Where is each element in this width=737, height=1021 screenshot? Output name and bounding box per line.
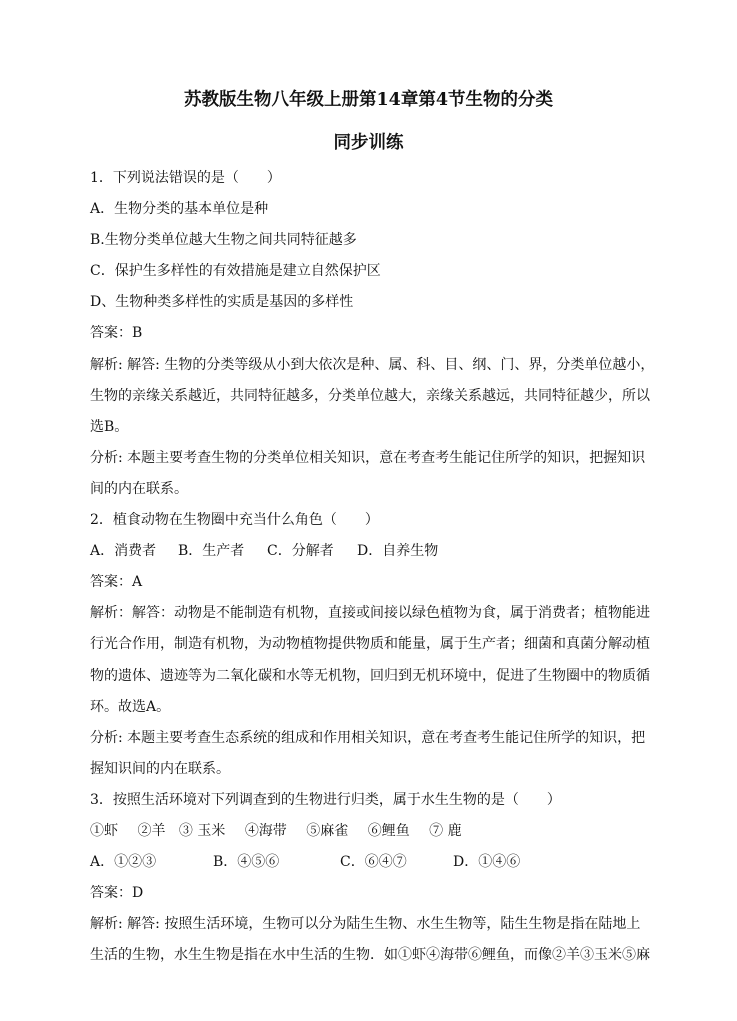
question-1-analysis-line: 分析: 本题主要考查生物的分类单位相关知识，意在考查考生能记住所学的知识，把握知识 (90, 449, 646, 466)
question-1-option-d: D、生物种类多样性的实质是基因的多样性 (90, 294, 354, 311)
organism-item: ⑥鲤鱼 (367, 822, 410, 839)
question-1-explanation-line: 生物的亲缘关系越近，共同特征越多，分类单位越大，亲缘关系越远，共同特征越少，所以 (90, 387, 650, 404)
question-1-option-c: C．保护生多样性的有效措施是建立自然保护区 (90, 263, 381, 280)
document-subtitle: 同步训练 (333, 133, 404, 153)
question-2-analysis-line: 分析: 本题主要考查生态系统的组成和作用相关知识，意在考查考生能记住所学的知识，把 (90, 729, 646, 746)
organism-item: ①虾 (90, 822, 118, 839)
question-1-option-a: A．生物分类的基本单位是种 (90, 201, 269, 218)
question-2-explanation-line: 环。故选A。 (90, 698, 171, 715)
organism-item: ②羊 (137, 822, 166, 839)
document-body (90, 163, 655, 971)
question-3-option-a: A．①②③ (90, 854, 157, 871)
question-1-option-b: B.生物分类单位越大生物之间共同特征越多 (90, 232, 357, 249)
document-title: 苏教版生物八年级上册第14章第4节生物的分类 (183, 90, 554, 110)
question-1-answer: 答案：B (90, 325, 143, 342)
question-2-option-d: D．自养生物 (357, 543, 439, 560)
question-2-explanation-line: 解析：解答：动物是不能制造有机物，直接或间接以绿色植物为食，属于消费者；植物能进 (90, 605, 650, 622)
question-2-stem: 2．植食动物在生物圈中充当什么角色（ ） (90, 512, 379, 529)
question-1-analysis-line: 间的内在联系。 (90, 480, 188, 497)
question-2-option-b: B．生产者 (178, 543, 245, 560)
question-2-answer: 答案：A (90, 574, 143, 591)
question-2-option-c: C．分解者 (267, 543, 334, 560)
question-3-option-c: C．⑥④⑦ (340, 854, 407, 871)
question-1-stem: 1．下列说法错误的是（ ） (90, 170, 281, 186)
question-3-stem: 3．按照生活环境对下列调查到的生物进行归类，属于水生生物的是（ ） (90, 791, 561, 808)
organism-item: ⑤麻雀 (306, 822, 349, 839)
question-3-option-b: B．④⑤⑥ (213, 854, 280, 871)
organism-item: ③ 玉米 (178, 822, 226, 839)
question-2-explanation-line: 行光合作用，制造有机物，为动物植物提供物质和能量，属于生产者；细菌和真菌分解动植 (90, 636, 650, 653)
question-1-explanation-line: 选B。 (90, 418, 129, 435)
organism-item: ⑦ 鹿 (429, 822, 462, 839)
question-2-explanation-line: 物的遗体、遗迹等为二氧化碳和水等无机物，回归到无机环境中，促进了生物圈中的物质循 (90, 667, 650, 684)
question-2-analysis-line: 握知识间的内在联系。 (90, 760, 230, 777)
question-1-explanation-line: 解析: 解答: 生物的分类等级从小到大依次是种、属、科、目、纲、门、界，分类单位越小， (90, 356, 655, 373)
question-2-options (90, 536, 650, 567)
question-3-organism-list (90, 816, 650, 847)
question-3-answer: 答案：D (90, 885, 144, 902)
organism-item: ④海带 (244, 822, 287, 839)
question-2-option-a: A．消费者 (90, 543, 157, 560)
question-3-explanation-line: 解析: 解答: 按照生活环境，生物可以分为陆生生物、水生生物等，陆生生物是指在陆地上 (90, 916, 641, 933)
question-3-options (90, 847, 650, 878)
question-3-option-d: D．①④⑥ (453, 854, 521, 871)
question-3-explanation-line: 生活的生物，水生生物是指在水中生活的生物．如①虾④海带⑥鲤鱼，而像②羊③玉米⑤麻 (90, 947, 650, 964)
